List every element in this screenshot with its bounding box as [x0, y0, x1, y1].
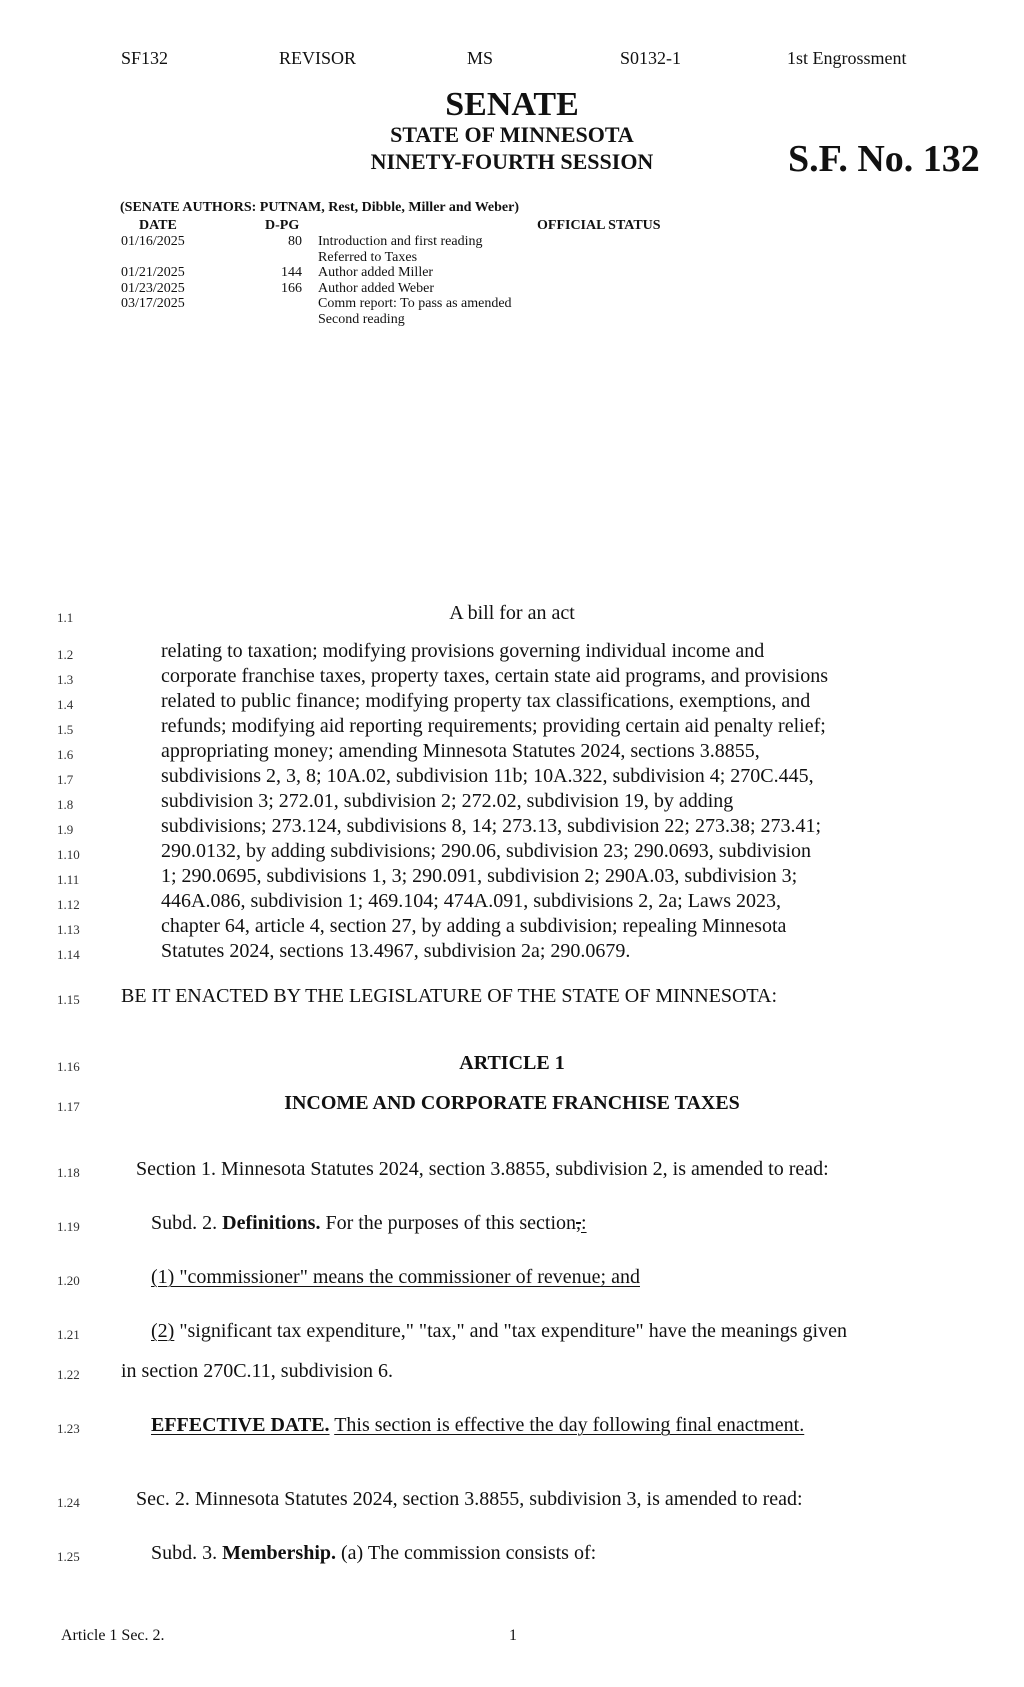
description-line: related to public finance; modifying property tax classifications, exemptions, and: [161, 690, 811, 712]
status-date: 03/17/2025: [121, 296, 185, 311]
description-line: corporate franchise taxes, property taxes, certain state aid programs, and provisions: [161, 665, 828, 687]
item-text: "significant tax expenditure," "tax," and "tax expenditure" have the meanings given: [179, 1320, 847, 1342]
status-text: Second reading: [318, 312, 405, 327]
line-number: 1.15: [57, 992, 80, 1007]
status-col-status: OFFICIAL STATUS: [537, 218, 661, 233]
subd-text: (a) The commission consists of:: [341, 1542, 597, 1564]
bill-title: A bill for an act: [449, 602, 575, 624]
description-line: appropriating money; amending Minnesota Statutes 2024, sections 3.8855,: [161, 740, 760, 762]
description-line: relating to taxation; modifying provisions governing individual income and: [161, 640, 765, 662]
status-col-dpg: D-PG: [265, 218, 300, 233]
session-title: NINETY-FOURTH SESSION: [370, 149, 654, 174]
line-number: 1.16: [57, 1059, 80, 1074]
line-number: 1.4: [57, 697, 74, 712]
description-line: subdivisions; 273.124, subdivisions 8, 14; 273.13, subdivision 22; 273.38; 273.41;: [161, 815, 822, 837]
effective-date-text: This section is effective the day following final enactment.: [334, 1414, 805, 1436]
status-col-date: DATE: [139, 218, 177, 233]
article-label: ARTICLE 1: [459, 1052, 565, 1074]
description-line: chapter 64, article 4, section 27, by adding a subdivision; repealing Minnesota: [161, 915, 787, 937]
status-dpg: 80: [288, 234, 302, 249]
line-number: 1.19: [57, 1219, 80, 1234]
line-number: 1.10: [57, 847, 80, 862]
description-line: 1; 290.0695, subdivisions 1, 3; 290.091, subdivision 2; 290A.03, subdivision 3;: [161, 865, 798, 887]
status-text: Referred to Taxes: [318, 250, 418, 265]
description-line: refunds; modifying aid reporting requirements; providing certain aid penalty relief;: [161, 715, 826, 737]
line-number: 1.3: [57, 672, 74, 687]
line-number: 1.17: [57, 1099, 80, 1114]
state-title: STATE OF MINNESOTA: [390, 122, 634, 147]
article-title: INCOME AND CORPORATE FRANCHISE TAXES: [284, 1092, 740, 1114]
description-line: subdivisions 2, 3, 8; 10A.02, subdivision 11b; 10A.322, subdivision 4; 270C.445,: [161, 765, 814, 787]
line-number: 1.24: [57, 1495, 80, 1510]
line-number: 1.12: [57, 897, 80, 912]
line-number: 1.9: [57, 822, 74, 837]
status-text: Author added Weber: [318, 281, 435, 296]
subd-number: Subd. 3.: [151, 1542, 218, 1564]
inserted-marker: (2): [151, 1320, 175, 1342]
description-line: 446A.086, subdivision 1; 469.104; 474A.091, subdivisions 2, 2a; Laws 2023,: [161, 890, 782, 912]
description-line: Statutes 2024, sections 13.4967, subdivision 2a; 290.0679.: [161, 940, 631, 962]
status-text: Introduction and first reading: [318, 234, 483, 249]
header-revisor: REVISOR: [279, 48, 357, 68]
inserted-text: (1) "commissioner" means the commissioner of revenue; and: [151, 1266, 640, 1288]
status-date: 01/21/2025: [121, 265, 185, 280]
section-1-heading: Section 1. Minnesota Statutes 2024, section 3.8855, subdivision 2, is amended to read:: [136, 1158, 829, 1180]
bill-number: S.F. No. 132: [788, 138, 980, 180]
definition-item-1: [151, 1266, 640, 1289]
footer-location: Article 1 Sec. 2.: [61, 1627, 165, 1644]
header-doc-id: S0132-1: [620, 48, 682, 68]
status-date: 01/23/2025: [121, 281, 185, 296]
header-engrossment: 1st Engrossment: [787, 48, 907, 68]
status-text: Comm report: To pass as amended: [318, 296, 512, 311]
section-2-subd-line: [151, 1542, 596, 1565]
line-number: 1.6: [57, 747, 74, 762]
definition-item-2: [151, 1320, 847, 1343]
line-number: 1.18: [57, 1165, 80, 1180]
line-number: 1.1: [57, 610, 74, 625]
header-bill-number: SF132: [121, 48, 169, 68]
description-line: subdivision 3; 272.01, subdivision 2; 272.02, subdivision 19, by adding: [161, 790, 734, 812]
effective-date: [151, 1414, 804, 1437]
status-dpg: 144: [281, 265, 302, 280]
page-number: 1: [509, 1627, 517, 1644]
senate-authors: (SENATE AUTHORS: PUTNAM, Rest, Dibble, Miller and Weber): [120, 200, 520, 215]
line-number: 1.7: [57, 772, 74, 787]
line-number: 1.14: [57, 947, 80, 962]
line-number: 1.11: [57, 872, 80, 887]
line-number: 1.2: [57, 647, 74, 662]
line-number: 1.5: [57, 722, 74, 737]
subd-title: Membership.: [222, 1542, 337, 1564]
line-number: 1.20: [57, 1273, 80, 1288]
line-number: 1.13: [57, 922, 80, 937]
line-number: 1.21: [57, 1327, 80, 1342]
definition-item-2-continued: in section 270C.11, subdivision 6.: [121, 1360, 394, 1382]
line-number: 1.8: [57, 797, 74, 812]
status-date: 01/16/2025: [121, 234, 185, 249]
effective-date-label: EFFECTIVE DATE.: [151, 1414, 330, 1436]
inserted-text: :: [581, 1212, 587, 1234]
section-1-subd-line: [151, 1212, 587, 1235]
subd-text: For the purposes of this section: [325, 1212, 576, 1234]
header-ms: MS: [467, 48, 494, 68]
enacting-clause: BE IT ENACTED BY THE LEGISLATURE OF THE STATE OF MINNESOTA:: [121, 985, 778, 1007]
description-line: 290.0132, by adding subdivisions; 290.06, subdivision 23; 290.0693, subdivision: [161, 840, 812, 862]
line-number: 1.22: [57, 1367, 80, 1382]
subd-title: Definitions.: [222, 1212, 321, 1234]
line-number: 1.25: [57, 1549, 80, 1564]
chamber-title: SENATE: [445, 86, 579, 123]
status-dpg: 166: [281, 281, 302, 296]
status-text: Author added Miller: [318, 265, 434, 280]
line-number: 1.23: [57, 1421, 80, 1436]
struck-text: ,: [576, 1212, 581, 1234]
subd-number: Subd. 2.: [151, 1212, 218, 1234]
section-2-heading: Sec. 2. Minnesota Statutes 2024, section 3.8855, subdivision 3, is amended to read:: [136, 1488, 803, 1510]
